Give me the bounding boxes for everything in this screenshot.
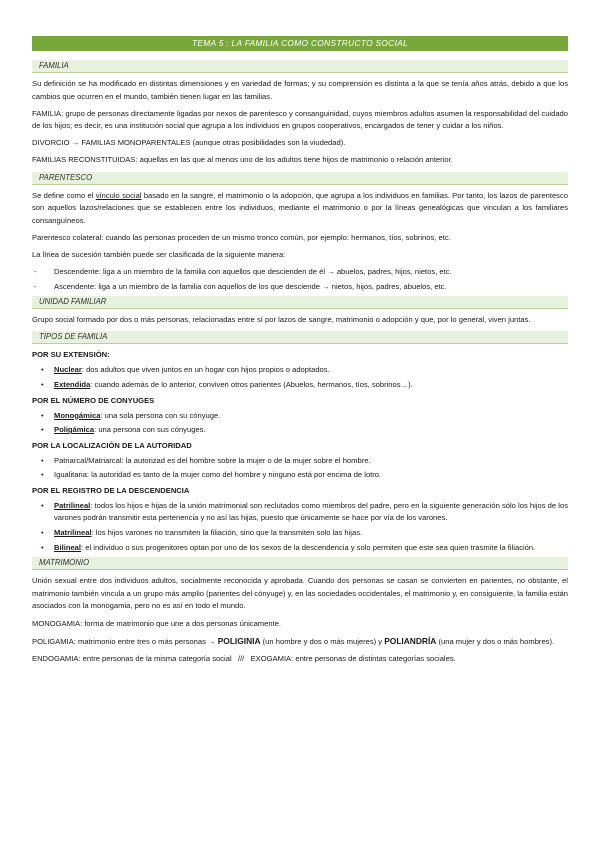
autoridad-list — [32, 455, 568, 482]
list-item: • Patrilineal: todos los hijos e hijas de la unión matrimonial son reclutados como miembros del padre, pero en la siguiente generación sólo los hijos de los varones podrán transmitir esta pertenencia y no así las hijas, puesto que únicamente se hace por vía de los varones. — [32, 500, 568, 525]
monoparentales-term: FAMILIAS MONOPARENTALES — [81, 138, 191, 148]
section-heading-tipos: TIPOS DE FAMILIA — [32, 331, 568, 344]
poliginia-term: POLIGINIA — [217, 635, 261, 646]
familia-paragraph-2: FAMILIA: grupo de personas directamente ligadas por nexos de parentesco y consanguinidad, cuyos miembros adultos asumen la responsabilidad del cuidado de los hijos; es decir, es una institución social que agrupa a los individuos en grupos cooperativos, encargados de tener y cuidar a los niños. — [32, 108, 568, 131]
subheading-descendencia: POR EL REGISTRO DE LA DESCENDENCIA — [32, 485, 190, 495]
list-item: • Nuclear: dos adultos que viven juntos en un hogar con hijos propios o adoptados. — [32, 364, 568, 377]
subheading-conyuges: POR EL NÚMERO DE CONYUGES — [32, 395, 155, 405]
parentesco-text-a: Se define como el — [32, 190, 94, 200]
parentesco-paragraph-3: La línea de sucesión también puede ser clasificada de la siguiente manera: — [32, 249, 286, 259]
conyuges-list — [32, 410, 568, 437]
subheading-extension: POR SU EXTENSIÓN: — [32, 350, 110, 360]
list-item: • Igualitaria: la autoridad es tanto de la mujer como del hombre y ninguno está por encima de lotro. — [32, 469, 568, 482]
matrimonio-paragraph-4: ENDOGAMIA: entre personas de la misma categoría social /// EXOGAMIA: entre personas de distintas categorías sociales. — [32, 653, 456, 663]
list-item: • Poligámica: una persona con sus cónyuges. — [32, 424, 568, 437]
section-heading-matrimonio: MATRIMONIO — [32, 557, 568, 570]
list-item: • Monogámica: una sola persona con su cónyuge. — [32, 410, 568, 423]
familia-paragraph-3 — [32, 137, 568, 150]
parentesco-paragraph-1 — [32, 190, 568, 228]
matrimonio-paragraph-3 — [32, 635, 568, 649]
parentesco-paragraph-2: Parentesco colateral: cuando las personas proceden de un mismo tronco común, por ejemplo: hermanos, tíos, sobrinos, etc. — [32, 232, 451, 242]
list-item: • Bilineal: el individuo o sus progenitores optan por uno de los sexos de la descendencia y solo permiten que este sea quien trasmite la filiación. — [32, 542, 568, 555]
divorcio-term: DIVORCIO — [32, 138, 70, 148]
familia-paragraph-1: Su definición se ha modificado en distintas dimensiones y en variedad de formas; y su comprensión es distinta a la que se tenía años atrás, debido a que los cambios que ocurren en el mundo, también tienen lugar en las familias. — [32, 79, 568, 101]
unidad-paragraph-1: Grupo social formado por dos o más personas, relacionadas entre sí por lazos de sangre, matrimonio o adopción y que, por lo general, viven juntas. — [32, 315, 531, 325]
matrimonio-paragraph-1: Unión sexual entre dos individuos adultos, socialmente reconocida y aprobada. Cuando dos personas se casan se convierten en parientes, no obstante, el matrimonio también vincula a un grupo más amplio (parientes del cónyuge) y, en las sociedades occidentales, el matrimonio y, en consiguiente, la familia están asociados con la monogamia, pero no es así en todo el mundo. — [32, 576, 568, 611]
extension-list — [32, 364, 568, 391]
list-item: • Extendida: cuando además de lo anterior, conviven otros parientes (Abuelos, hermanos, tíos, sobrinos…). — [32, 379, 568, 392]
subheading-autoridad: POR LA LOCALIZACIÓN DE LA AUTORIDAD — [32, 440, 192, 450]
familia-paragraph-4: FAMILIAS RECONSTITUIDAS: aquellas en las que al menos uno de los adultos tiene hijos de matrimonio o relación anterior. — [32, 155, 453, 165]
poliandria-note: (una mujer y dos o más hombres). — [438, 636, 555, 646]
poligamia-text: POLIGAMIA: matrimonio entre tres o más personas → — [32, 636, 216, 646]
section-heading-parentesco: PARENTESCO — [32, 172, 568, 185]
list-item: • Matrilineal: los hijos varones no transmiten la filiación, sino que la transmiten solo las hijas. — [32, 527, 568, 540]
section-heading-familia: FAMILIA — [32, 60, 568, 73]
poliandria-term: POLIANDRÍA — [384, 635, 437, 646]
descendencia-list — [32, 500, 568, 554]
section-heading-unidad-familiar: UNIDAD FAMILIAR — [32, 296, 568, 309]
list-item: • Patriarcal/Matriarcal: la autorizad es del hombre sobre la mujer o de la mujer sobre el hombre. — [32, 455, 568, 468]
sucesion-list — [32, 266, 568, 293]
poliginia-note: (un hombre y dos o más mujeres) y — [262, 636, 383, 646]
list-item: - Descendente: liga a un miembro de la familia con aquellos que descienden de él → abuelos, padres, hijos, nietos, etc. — [32, 266, 568, 279]
matrimonio-paragraph-2: MONOGAMIA: forma de matrimonio que une a dos personas únicamente. — [32, 618, 282, 628]
arrow-icon: → — [71, 138, 80, 148]
divorcio-note: (aunque otras posibilidades son la viudedad). — [192, 138, 346, 148]
vinculo-social-term: vínculo social — [95, 190, 142, 200]
parentesco-text-b: basado en la sangre, el matrimonio o la adopción, que agrupa a los individuos en familias. Por tanto, los lazos de parentesco son aquellos lazos/relaciones que se establecen entre los individuos, mediante el matrimonio o por la líneas genealógicas que vinculan a los familiares consanguíneos. — [32, 190, 568, 225]
list-item: - Ascendente: liga a un miembro de la familia con aquellos de los que desciende → nietos, hijos, padres, abuelos, etc. — [32, 281, 568, 294]
document-title: TEMA 5 : LA FAMILIA COMO CONSTRUCTO SOCIAL — [32, 36, 568, 51]
